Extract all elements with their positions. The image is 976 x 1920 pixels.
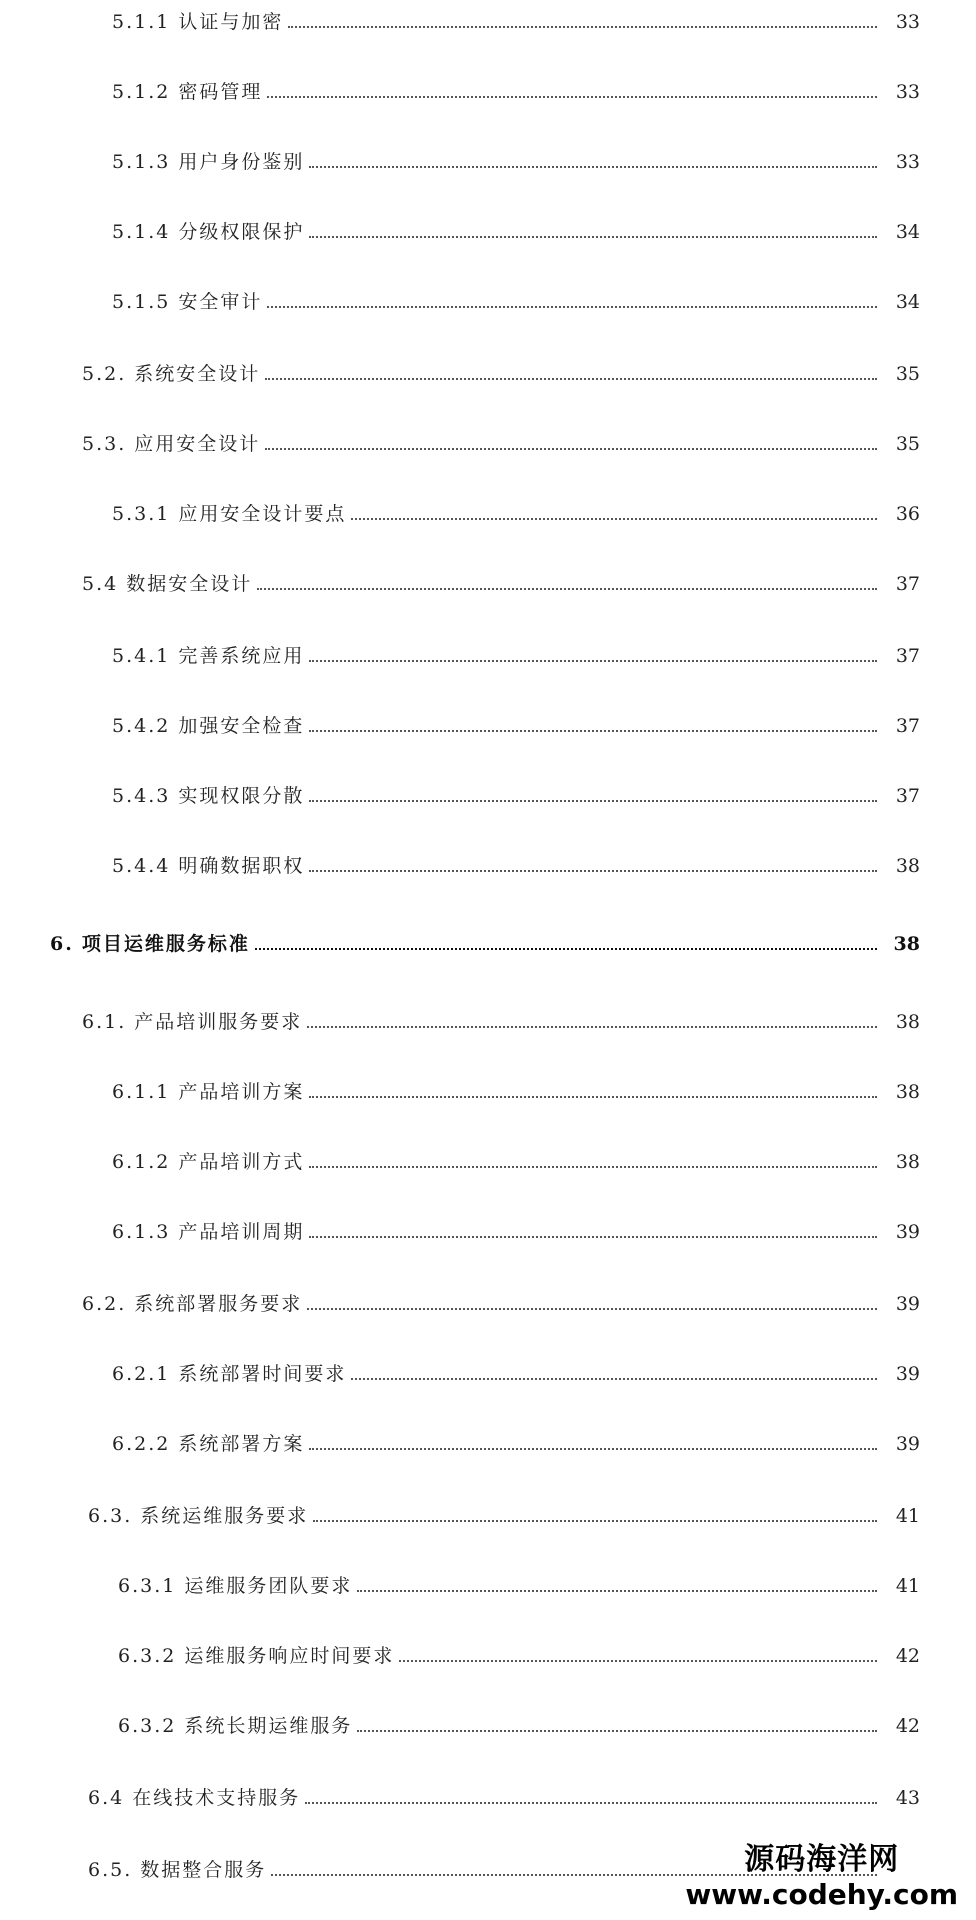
toc-entry[interactable] — [82, 1000, 920, 1034]
toc-entry[interactable] — [82, 562, 920, 596]
toc-entry[interactable] — [118, 1564, 920, 1598]
toc-entry[interactable] — [82, 1282, 920, 1316]
toc-entry-label — [50, 932, 252, 956]
toc-dot-leader — [255, 947, 877, 950]
toc-page-number: 37 — [895, 785, 920, 807]
toc-entry[interactable] — [112, 140, 920, 174]
toc-page-number: 37 — [895, 573, 920, 595]
toc-dot-leader — [357, 1729, 877, 1732]
toc-entry-title: 系统运维服务要求 — [140, 1505, 309, 1527]
toc-entry-number: 6.3.1 — [118, 1575, 177, 1597]
toc-page-number: 33 — [895, 11, 920, 33]
toc-dot-leader — [309, 165, 877, 168]
toc-dot-leader — [309, 1095, 877, 1098]
toc-entry-title: 项目运维服务标准 — [81, 933, 250, 955]
toc-entry[interactable] — [118, 1704, 920, 1738]
toc-entry[interactable] — [112, 1070, 920, 1104]
toc-entry-title: 在线技术支持服务 — [132, 1787, 301, 1809]
toc-dot-leader — [309, 799, 877, 802]
toc-entry-number: 6.2. — [82, 1293, 127, 1315]
toc-entry-number: 6.1.3 — [112, 1221, 171, 1243]
toc-entry-title: 运维服务响应时间要求 — [184, 1645, 395, 1667]
toc-entry[interactable] — [112, 280, 920, 314]
toc-entry-label — [112, 150, 306, 174]
toc-entry-number: 5.1.1 — [112, 11, 171, 33]
toc-entry[interactable] — [112, 634, 920, 668]
toc-entry-label — [118, 1714, 354, 1738]
toc-page-number: 39 — [895, 1221, 920, 1243]
toc-page-number: 38 — [893, 933, 920, 955]
toc-page-number: 39 — [895, 1433, 920, 1455]
toc-entry-number: 6.1. — [82, 1011, 127, 1033]
toc-entry-label — [112, 80, 264, 104]
toc-entry-number: 5.4.1 — [112, 645, 171, 667]
toc-dot-leader — [309, 1447, 877, 1450]
toc-entry[interactable] — [112, 774, 920, 808]
toc-dot-leader — [357, 1589, 877, 1592]
toc-entry-title: 运维服务团队要求 — [184, 1575, 353, 1597]
toc-entry-number: 5.1.5 — [112, 291, 171, 313]
toc-entry-title: 安全审计 — [178, 291, 263, 313]
toc-entry-title: 明确数据职权 — [178, 855, 305, 877]
toc-entry-label — [112, 1362, 348, 1386]
toc-entry[interactable] — [50, 922, 920, 956]
toc-entry[interactable] — [112, 0, 920, 34]
toc-entry[interactable] — [88, 1494, 920, 1528]
toc-entry[interactable] — [118, 1634, 920, 1668]
toc-entry-label — [82, 432, 262, 456]
toc-dot-leader — [351, 1377, 877, 1380]
toc-entry-number: 5.1.3 — [112, 151, 171, 173]
toc-entry-number: 5.1.2 — [112, 81, 171, 103]
toc-entry-title: 产品培训方式 — [178, 1151, 305, 1173]
toc-entry-number: 6.3.2 — [118, 1715, 177, 1737]
toc-page-number: 38 — [895, 1081, 920, 1103]
toc-entry-number: 6.4 — [88, 1787, 125, 1809]
toc-dot-leader — [267, 95, 877, 98]
toc-entry-label — [112, 1432, 306, 1456]
toc-entry-label — [118, 1644, 396, 1668]
toc-entry-label — [82, 572, 254, 596]
toc-entry-number: 5.1.4 — [112, 221, 171, 243]
toc-page-number: 41 — [895, 1575, 920, 1597]
toc-entry-label — [112, 854, 306, 878]
toc-dot-leader — [309, 869, 877, 872]
toc-entry-title: 数据安全设计 — [126, 573, 253, 595]
toc-entry-number: 6.2.2 — [112, 1433, 171, 1455]
toc-entry[interactable] — [88, 1776, 920, 1810]
toc-page-number: 36 — [895, 503, 920, 525]
toc-entry-number: 6.1.2 — [112, 1151, 171, 1173]
toc-entry-title: 产品培训服务要求 — [134, 1011, 303, 1033]
toc-entry-label — [82, 1010, 304, 1034]
toc-entry-label — [88, 1786, 302, 1810]
toc-entry[interactable] — [112, 492, 920, 526]
toc-entry-title: 密码管理 — [178, 81, 263, 103]
toc-entry-title: 产品培训周期 — [178, 1221, 305, 1243]
toc-entry-number: 5.4.4 — [112, 855, 171, 877]
watermark-url: www.codehy.com — [685, 1878, 958, 1911]
watermark — [685, 1842, 958, 1912]
toc-entry-title: 实现权限分散 — [178, 785, 305, 807]
toc-entry-label — [112, 714, 306, 738]
toc-dot-leader — [399, 1659, 877, 1662]
toc-entry-label — [112, 1220, 306, 1244]
toc-dot-leader — [307, 1307, 877, 1310]
toc-entry-title: 分级权限保护 — [178, 221, 305, 243]
toc-page-number: 42 — [895, 1715, 920, 1737]
toc-entry-title: 数据整合服务 — [140, 1859, 267, 1881]
toc-entry-number: 5.2. — [82, 363, 127, 385]
toc-entry-label — [112, 502, 348, 526]
toc-entry-number: 5.3. — [82, 433, 127, 455]
toc-entry-number: 6.1.1 — [112, 1081, 171, 1103]
toc-entry-number: 6.3.2 — [118, 1645, 177, 1667]
toc-page-number: 41 — [895, 1505, 920, 1527]
toc-page-number: 39 — [895, 1363, 920, 1385]
toc-entry-label — [88, 1858, 268, 1882]
toc-dot-leader — [309, 1235, 877, 1238]
toc-dot-leader — [313, 1519, 877, 1522]
toc-entry-label — [112, 290, 264, 314]
watermark-name: 源码海洋网 — [744, 1842, 900, 1877]
toc-page-number: 33 — [895, 151, 920, 173]
toc-page-number: 38 — [895, 855, 920, 877]
toc-page-number: 33 — [895, 81, 920, 103]
toc-entry-label — [112, 220, 306, 244]
toc-page-number: 35 — [895, 363, 920, 385]
toc-entry-number: 5.4 — [82, 573, 119, 595]
toc-entry[interactable] — [112, 844, 920, 878]
toc-entry-title: 系统部署方案 — [178, 1433, 305, 1455]
toc-entry[interactable] — [82, 422, 920, 456]
toc-entry-label — [112, 784, 306, 808]
toc-dot-leader — [309, 729, 877, 732]
toc-entry-title: 完善系统应用 — [178, 645, 305, 667]
toc-dot-leader — [305, 1801, 877, 1804]
toc-entry-label — [118, 1574, 354, 1598]
toc-entry[interactable] — [112, 1140, 920, 1174]
toc-page-number: 34 — [895, 291, 920, 313]
toc-entry[interactable] — [112, 1210, 920, 1244]
toc-entry-title: 系统部署时间要求 — [178, 1363, 347, 1385]
toc-entry-title: 加强安全检查 — [178, 715, 305, 737]
toc-dot-leader — [351, 517, 877, 520]
toc-entry-number: 6.5. — [88, 1859, 133, 1881]
toc-entry-title: 应用安全设计 — [134, 433, 261, 455]
toc-page-number: 38 — [895, 1151, 920, 1173]
toc-dot-leader — [267, 305, 877, 308]
toc-page-number: 38 — [895, 1011, 920, 1033]
toc-page-number: 37 — [895, 645, 920, 667]
toc-dot-leader — [265, 447, 877, 450]
toc-dot-leader — [257, 587, 877, 590]
toc-entry-label — [112, 1150, 306, 1174]
toc-entry-number: 5.4.2 — [112, 715, 171, 737]
toc-entry-title: 系统安全设计 — [134, 363, 261, 385]
toc-entry-title: 应用安全设计要点 — [178, 503, 347, 525]
toc-entry-label — [112, 644, 306, 668]
toc-page-number: 42 — [895, 1645, 920, 1667]
toc-entry-number: 5.3.1 — [112, 503, 171, 525]
toc-entry-number: 6. — [50, 933, 74, 955]
toc-entry-title: 系统长期运维服务 — [184, 1715, 353, 1737]
toc-entry[interactable] — [82, 352, 920, 386]
toc-entry-title: 用户身份鉴别 — [178, 151, 305, 173]
toc-entry-label — [82, 1292, 304, 1316]
toc-page-number: 39 — [895, 1293, 920, 1315]
toc-page-number: 37 — [895, 715, 920, 737]
toc-entry-label — [88, 1504, 310, 1528]
toc-entry[interactable] — [112, 210, 920, 244]
toc-entry-number: 6.3. — [88, 1505, 133, 1527]
toc-entry-label — [112, 10, 285, 34]
toc-entry[interactable] — [112, 70, 920, 104]
toc-dot-leader — [309, 235, 877, 238]
toc-page-number: 35 — [895, 433, 920, 455]
toc-entry-label — [82, 362, 262, 386]
toc-page-number: 43 — [895, 1787, 920, 1809]
toc-entry[interactable] — [112, 704, 920, 738]
toc-entry[interactable] — [112, 1422, 920, 1456]
toc-dot-leader — [309, 1165, 877, 1168]
toc-entry-title: 认证与加密 — [178, 11, 284, 33]
toc-dot-leader — [265, 377, 877, 380]
toc-dot-leader — [309, 659, 877, 662]
toc-entry-title: 系统部署服务要求 — [134, 1293, 303, 1315]
toc-entry-title: 产品培训方案 — [178, 1081, 305, 1103]
toc-entry-label — [112, 1080, 306, 1104]
toc-dot-leader — [307, 1025, 877, 1028]
toc-dot-leader — [288, 25, 877, 28]
toc-entry-number: 5.4.3 — [112, 785, 171, 807]
toc-entry[interactable] — [112, 1352, 920, 1386]
toc-page-number: 34 — [895, 221, 920, 243]
toc-entry-number: 6.2.1 — [112, 1363, 171, 1385]
